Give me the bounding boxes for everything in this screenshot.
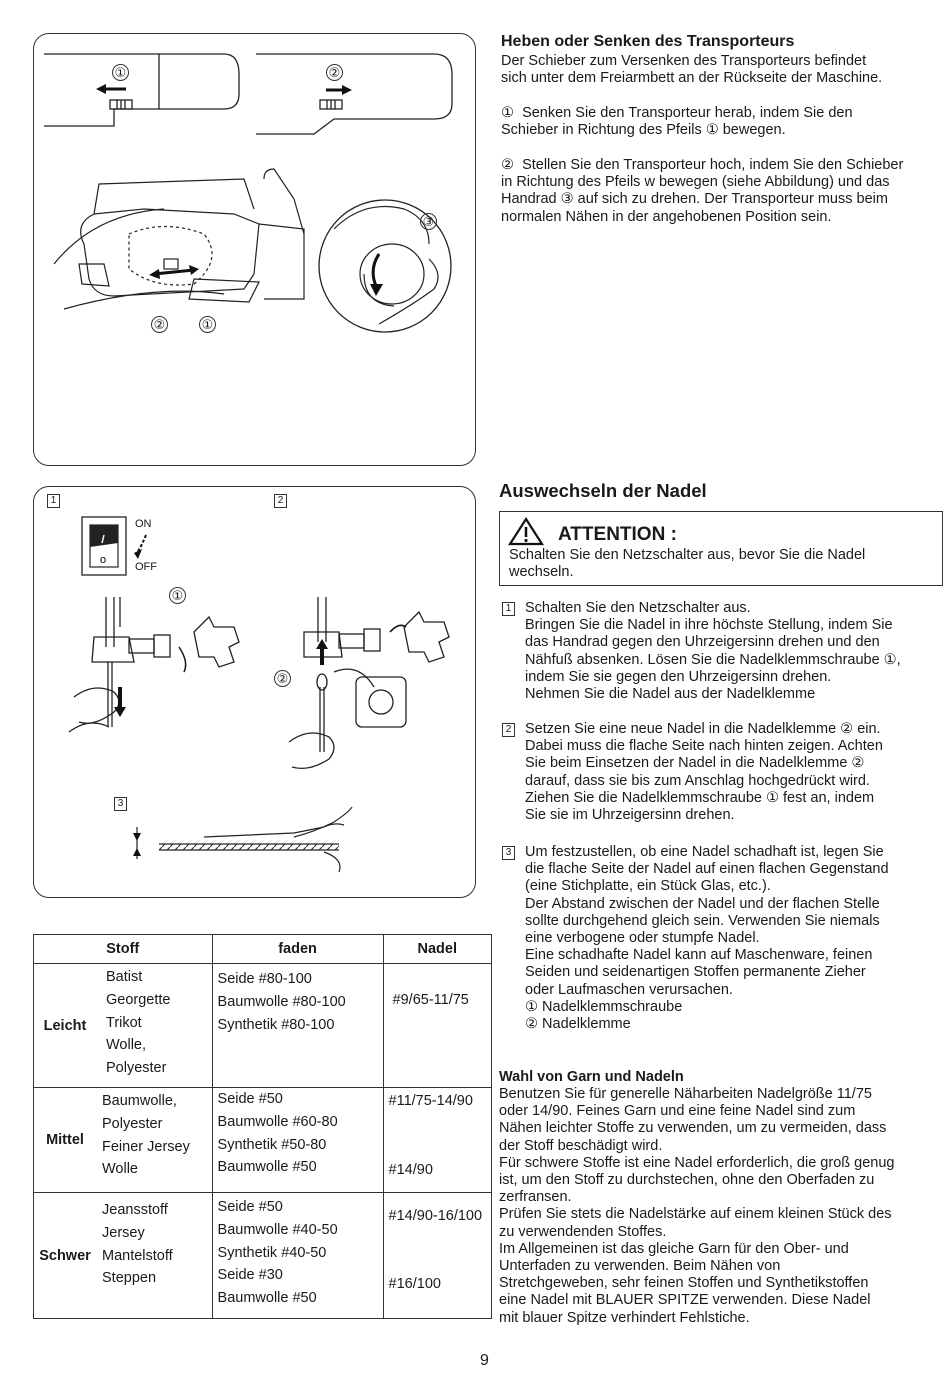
thread-cell: Seide #80-100 Baumwolle #80-100 Synthetik #80-100 (212, 964, 383, 1088)
table-row (34, 964, 492, 1088)
callout-1-machine: ① (199, 316, 216, 333)
fabric-cell: Jeansstoff Jersey Mantelstoff Steppen (96, 1193, 212, 1319)
needle-change-illustration (34, 487, 475, 897)
callout-2-machine: ② (151, 316, 168, 333)
fabric-thread-needle-table (33, 934, 492, 1319)
table-row (34, 1193, 492, 1319)
weight-label: Leicht (34, 964, 97, 1088)
feed-dog-figure-panel (33, 33, 476, 466)
needle-step-2: 2 Setzen Sie eine neue Nadel in die Nadelklemme ② ein. Dabei muss die flache Seite nach hinten zeigen. Achten Sie beim Einsetzen der Nadel in die Nadelklemme ② darauf, dass sie bis zum Anschlag hochgedrückt wird. Ziehen Sie die Nadelklemmschraube ① fest an, indem Sie sie im Uhrzeigersinn drehen. (501, 721, 946, 824)
fig-step-2-box: 2 (274, 494, 287, 508)
page-number: 9 (480, 1352, 489, 1369)
callout-needle-clamp-screw: ① (169, 587, 186, 604)
section3-text: Benutzen Sie für generelle Näharbeiten Nadelgröße 11/75 oder 14/90. Feines Garn und eine feine Nadel sind zum Nähen leichter Stoffe zu verwenden, um zu vermeiden, dass der Stoff beschädigt wird. Für schwere Stoffe ist eine Nadel erforderlich, die groß genug ist, um den Stoff zu durchstechen, ohne den Oberfaden zu zerfransen. Prüfen Sie stets die Nadelstärke auf einem kleinen Stück des zu verwendenden Stoffes. Im Allgemeinen ist das gleiche Garn für den Ober- und Unterfaden zu verwenden. Beim Nähen von Stretchgeweben, sehr feinen Stoffen und Synthetikstoffen eine Nadel mit BLAUER SPITZE verwenden. Diese Nadel mit blauer Spitze verhindert Fehlstiche. (499, 1086, 895, 1326)
needle-step-3: 3 Um festzustellen, ob eine Nadel schadhaft ist, legen Sie die flache Seite der Nadel auf einen flachen Gegenstand (eine Stichplatte, ein Stück Glas, etc.). Der Abstand zwischen der Nadel und der flachen Stelle sollte durchgehend gleich sein. Verwenden Sie niemals eine verbogene oder stumpfe Nadel. Eine schadhafte Nadel kann auf Maschenware, feinen Seiden und seidenartigen Stoffen permanente Zieher oder Laufmaschen verursachen. ① Nadelklemmschraube ② Nadelklemme (501, 844, 946, 1033)
fig-step-3-box: 3 (114, 797, 127, 811)
weight-label: Schwer (34, 1193, 97, 1319)
callout-2-top-right: ② (326, 64, 343, 81)
needle-cell: #11/75-14/90 #14/90 (383, 1088, 491, 1193)
feed-dog-illustration (34, 34, 475, 465)
section1-intro: Der Schieber zum Versenken des Transporteurs befindet sich unter dem Freiarmbett an der Rückseite der Maschine. (501, 53, 883, 87)
header-fabric: Stoff (34, 935, 213, 964)
needle-cell: #14/90-16/100 #16/100 (383, 1193, 491, 1319)
attention-title: ATTENTION : (558, 524, 677, 545)
needle-cell: #9/65-11/75 (383, 964, 491, 1088)
fabric-cell: Batist Georgette Trikot Wolle, Polyester (96, 964, 212, 1088)
header-needle: Nadel (383, 935, 491, 964)
section3-title: Wahl von Garn und Nadeln (499, 1069, 684, 1085)
switch-on-label: ON (135, 518, 152, 530)
svg-text:o: o (100, 554, 107, 566)
callout-1-top-left: ① (112, 64, 129, 81)
fig-step-1-box: 1 (47, 494, 60, 508)
attention-box (499, 511, 943, 586)
thread-cell: Seide #50 Baumwolle #60-80 Synthetik #50-80 Baumwolle #50 (212, 1088, 383, 1193)
header-thread: faden (212, 935, 383, 964)
callout-needle-clamp: ② (274, 670, 291, 687)
needle-step-1: 1 Schalten Sie den Netzschalter aus. Bringen Sie die Nadel in ihre höchste Stellung, indem Sie das Handrad gegen den Uhrzeigersinn drehen und den Nähfuß absenken. Lösen Sie die Nadelklemmschraube ①, indem Sie sie gegen den Uhrzeigersinn drehen. Nehmen Sie die Nadel aus der Nadelklemme (501, 600, 946, 703)
attention-text: Schalten Sie den Netzschalter aus, bevor Sie die Nadel wechseln. (509, 547, 866, 581)
switch-off-label: OFF (135, 561, 157, 573)
weight-label: Mittel (34, 1088, 97, 1193)
table-header-row (34, 935, 492, 964)
needle-change-figure-panel (33, 486, 476, 898)
section2-title: Auswechseln der Nadel (499, 480, 707, 501)
thread-cell: Seide #50 Baumwolle #40-50 Synthetik #40-50 Seide #30 Baumwolle #50 (212, 1193, 383, 1319)
section1-step2: ② Stellen Sie den Transporteur hoch, indem Sie den Schieber in Richtung des Pfeils w bewegen (siehe Abbildung) und das Handrad ③ auf sich zu drehen. Der Transporteur muss beim normalen Nähen in der angehobenen Position sein. (501, 157, 904, 225)
section1-step1: ① Senken Sie den Transporteur herab, indem Sie den Schieber in Richtung des Pfeils ① bewegen. (501, 105, 853, 139)
fabric-cell: Baumwolle, Polyester Feiner Jersey Wolle (96, 1088, 212, 1193)
callout-3-handwheel: ③ (420, 213, 437, 230)
table-row (34, 1088, 492, 1193)
warning-icon (508, 516, 544, 546)
section1-title: Heben oder Senken des Transporteurs (501, 33, 795, 50)
